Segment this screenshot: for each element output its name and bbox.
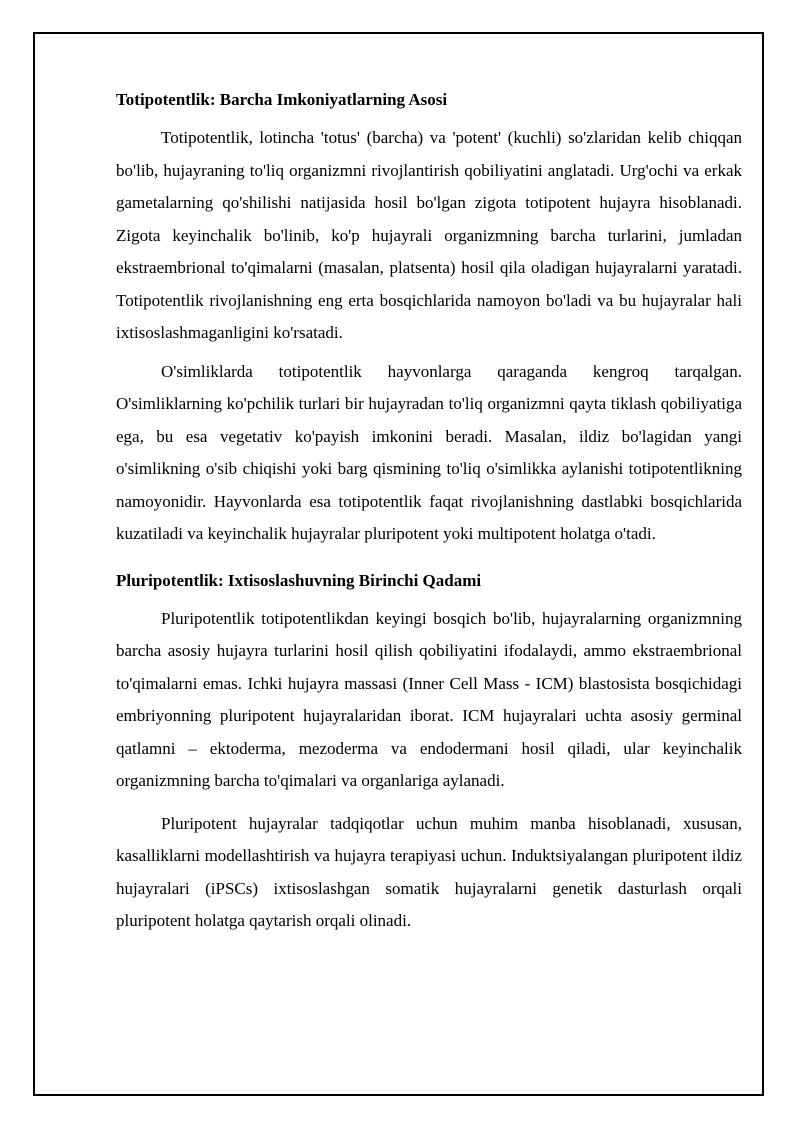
paragraph: O'simliklarda totipotentlik hayvonlarga qaraganda kengroq tarqalgan. O'simliklarning ko'pchilik turlari bir hujayradan to'liq organizmni qayta tiklash qobiliyatiga ega, bu esa vegetativ ko'payish imkonini beradi. Masalan, ildiz bo'lagidan yangi o'simlikning o'sib chiqishi yoki barg qismining to'liq o'simlikka aylanishi totipotentlikning namoyonidir. Hayvonlarda esa totipotentlik faqat rivojlanishning dastlabki bosqichlarida kuzatiladi va keyinchalik hujayralar pluripotent yoki multipotent holatga o'tadi.: [116, 361, 742, 543]
paragraph: Pluripotentlik totipotentlikdan keyingi bosqich bo'lib, hujayralarning organizmning barcha asosiy hujayra turlarini hosil qilish qobiliyatini ifodalaydi, ammo ekstraembrional to'qimalarni emas. Ichki hujayra massasi (Inner Cell Mass - ICM) blastosista bosqichidagi embriyonning pluripotent hujayralaridan iborat. ICM hujayralari uchta asosiy germinal qatlamni – ektoderma, mezoderma va endodermani hosil qiladi, ular keyinchalik organizmning barcha to'qimalari va organlariga aylanadi.: [116, 608, 742, 790]
paragraph: Totipotentlik, lotincha 'totus' (barcha) va 'potent' (kuchli) so'zlaridan kelib chiqqan bo'lib, hujayraning to'liq organizmni rivojlantirish qobiliyatini anglatadi. Urg'ochi va erkak gametalarning qo'shilishi natijasida hosil bo'lgan zigota totipotent hujayra hisoblanadi. Zigota keyinchalik bo'linib, ko'p hujayrali organizmning barcha turlarini, jumladan ekstraembrional to'qimalarni (masalan, platsenta) hosil qila oladigan hujayralarni yaratadi. Totipotentlik rivojlanishning eng erta bosqichlarida namoyon bo'ladi va bu hujayralar hali ixtisoslashmaganligini ko'rsatadi.: [116, 128, 742, 342]
section-heading-pluripotency: Pluripotentlik: Ixtisoslashuvning Birinchi Qadami: [116, 570, 482, 590]
document-body: [116, 85, 742, 938]
section-heading-totipotency: Totipotentlik: Barcha Imkoniyatlarning Asosi: [116, 90, 448, 109]
paragraph: Pluripotent hujayralar tadqiqotlar uchun muhim manba hisoblanadi, xususan, kasalliklarni modellashtirish va hujayra terapiyasi uchun. Induktsiyalangan pluripotent ildiz hujayralari (iPSCs) ixtisoslashgan somatik hujayralarni genetik dasturlash orqali pluripotent holatga qaytarish orqali olinadi.: [116, 813, 742, 930]
